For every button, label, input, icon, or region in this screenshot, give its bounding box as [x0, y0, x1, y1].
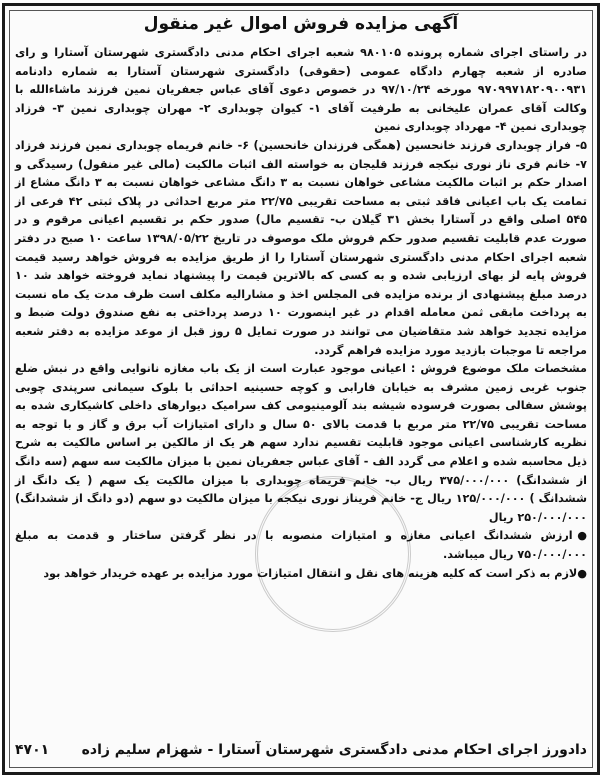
notice-footer	[15, 742, 587, 764]
paragraph-costs: ●لازم به ذکر است که کلیه هزینه های نقل و انتقال امتیازات مورد مزایده بر عهده خریدار خواهد بود	[43, 566, 587, 580]
paragraph-case: در راستای اجرای شماره پرونده ۹۸۰۱۰۵ شعبه اجرای احکام مدنی دادگستری شهرستان آستارا و رای صادره از شعبه چهارم دادگاه عمومی (حقوقی) دادگستری شهرستان آستارا به شماره دادنامه ۹۷۰۹۹۷۱۸۲۰۹۰۰۹۳۱ مورخه ۹۷/۱۰/۲۴ در خصوص دعوی آقای عباس جعفریان نمین فرزند ماشاءالله با وکالت آقای عمران علیخانی به طرفیت آقای ۱- کیوان چوبداری ۲- مهران چوبداری نمین ۳- فرزاد چوبداری نمین ۴- مهرداد چوبداری نمین	[15, 46, 587, 134]
notice-number: ۴۷۰۱	[15, 742, 50, 758]
paragraph-details: ۵- فراز چوبداری فرزند خانحسین (همگی فرزندان خانحسین) ۶- خانم فریماه چوبداری نمین فرزند فرزاد ۷- خانم فری ناز نوری نیکجه فرزند قلیجان به خواسته الف اثبات مالکیت (مالی غیر منقول) رسیدگی و اصدار حکم بر اثبات مالکیت مشاعی خواهان نسبت به ۳ دانگ مشاعی خواهان نسبت به ۳ دانگ مشاع از تمامت یک باب اعیانی فاقد ثبتی به مساحت تقریبی ۲۲/۷۵ متر مربع احداثی در پلاک ثبتی ۴۲ فرعی از ۵۴۵ اصلی واقع در آستارا بخش ۳۱ گیلان ب- تقسیم مال) صدور حکم بر تقسیم اعیانی مرقوم و در صورت عدم قابلیت تقسیم صدور حکم فروش ملک موصوف در تاریخ ۱۳۹۸/۰۵/۲۲ ساعت ۱۰ صبح در دفتر شعبه اجرای احکام مدنی دادگستری شهرستان آستارا را از طریق مزایده به فروش خواهد رسید قیمت فروش پایه لز بهای ارزیابی شده و به کسی که بالاترین قیمت را پیشنهاد نماید فروخته خواهد شد ۱۰ درصد مبلغ پیشنهادی از برنده مزایده فی المجلس اخذ و مشارالیه مکلف است ظرف مدت یک ماه نسبت به پرداخت مابقی ثمن معامله اقدام در غیر اینصورت ۱۰ درصد پرداختی به نفع صندوق دولت ضبط و مزایده تجدید خواهد شد متقاضیان می توانند در صورت تمایل ۵ روز قبل از موعد مزایده به دفتر شعبه مراجعه تا موجبات بازدید مورد مزایده فراهم گردد.	[15, 138, 588, 357]
paragraph-property: مشخصات ملک موضوع فروش : اعیانی موجود عبارت است از یک باب مغازه نانوایی واقع در نبش ضلع جنوب غربی زمین مشرف به خیابان فارابی و کوچه حسینیه احداثی با بلوک سیمانی سرپندی چوبی پوشش سفالی بصورت فرسوده شیشه بند آلومینیومی کف سرامیک دیوارهای داخلی کاشیکاری شده به مساحت تقریبی ۲۲/۷۵ متر مربع با قدمت بالای ۵۰ سال و دارای امتیازات آب برق و گاز و با توجه به نظریه کارشناسی اعیانی موجود قابلیت تقسیم ندارد سهم هر یک از مالکین بر اساس مالکیت به شرح ذیل محاسبه شده و اعلام می گردد الف - آقای عباس جعفریان نمین با میزان مالکیت سه سهم (سه دانگ از ششدانگ) ۳۷۵/۰۰۰/۰۰۰ ریال ب- خانم فریماه چوبداری با میزان مالکیت یک سهم ( یک دانگ از ششدانگ ) ۱۲۵/۰۰۰/۰۰۰ ریال ج- خانم فریناز نوری نیکجه با میزان مالکیت دو سهم (دو دانگ از ششدانگ) ۲۵۰/۰۰۰/۰۰۰ ریال	[15, 362, 587, 524]
signature-line: دادورز اجرای احکام مدنی دادگستری شهرستان آستارا - شهزام سلیم زاده	[81, 742, 587, 758]
notice-frame	[2, 3, 600, 775]
notice-body	[15, 44, 587, 583]
notice-title: آگهی مزایده فروش اموال غیر منقول	[143, 14, 459, 34]
paragraph-value: ●ارزش ششدانگ اعیانی مغازه و امتیازات منصوبه با در نظر گرفتن ساختار و قدمت به مبلغ ۷۵۰/۰۰۰/۰۰۰ ریال میباشد.	[15, 529, 587, 562]
